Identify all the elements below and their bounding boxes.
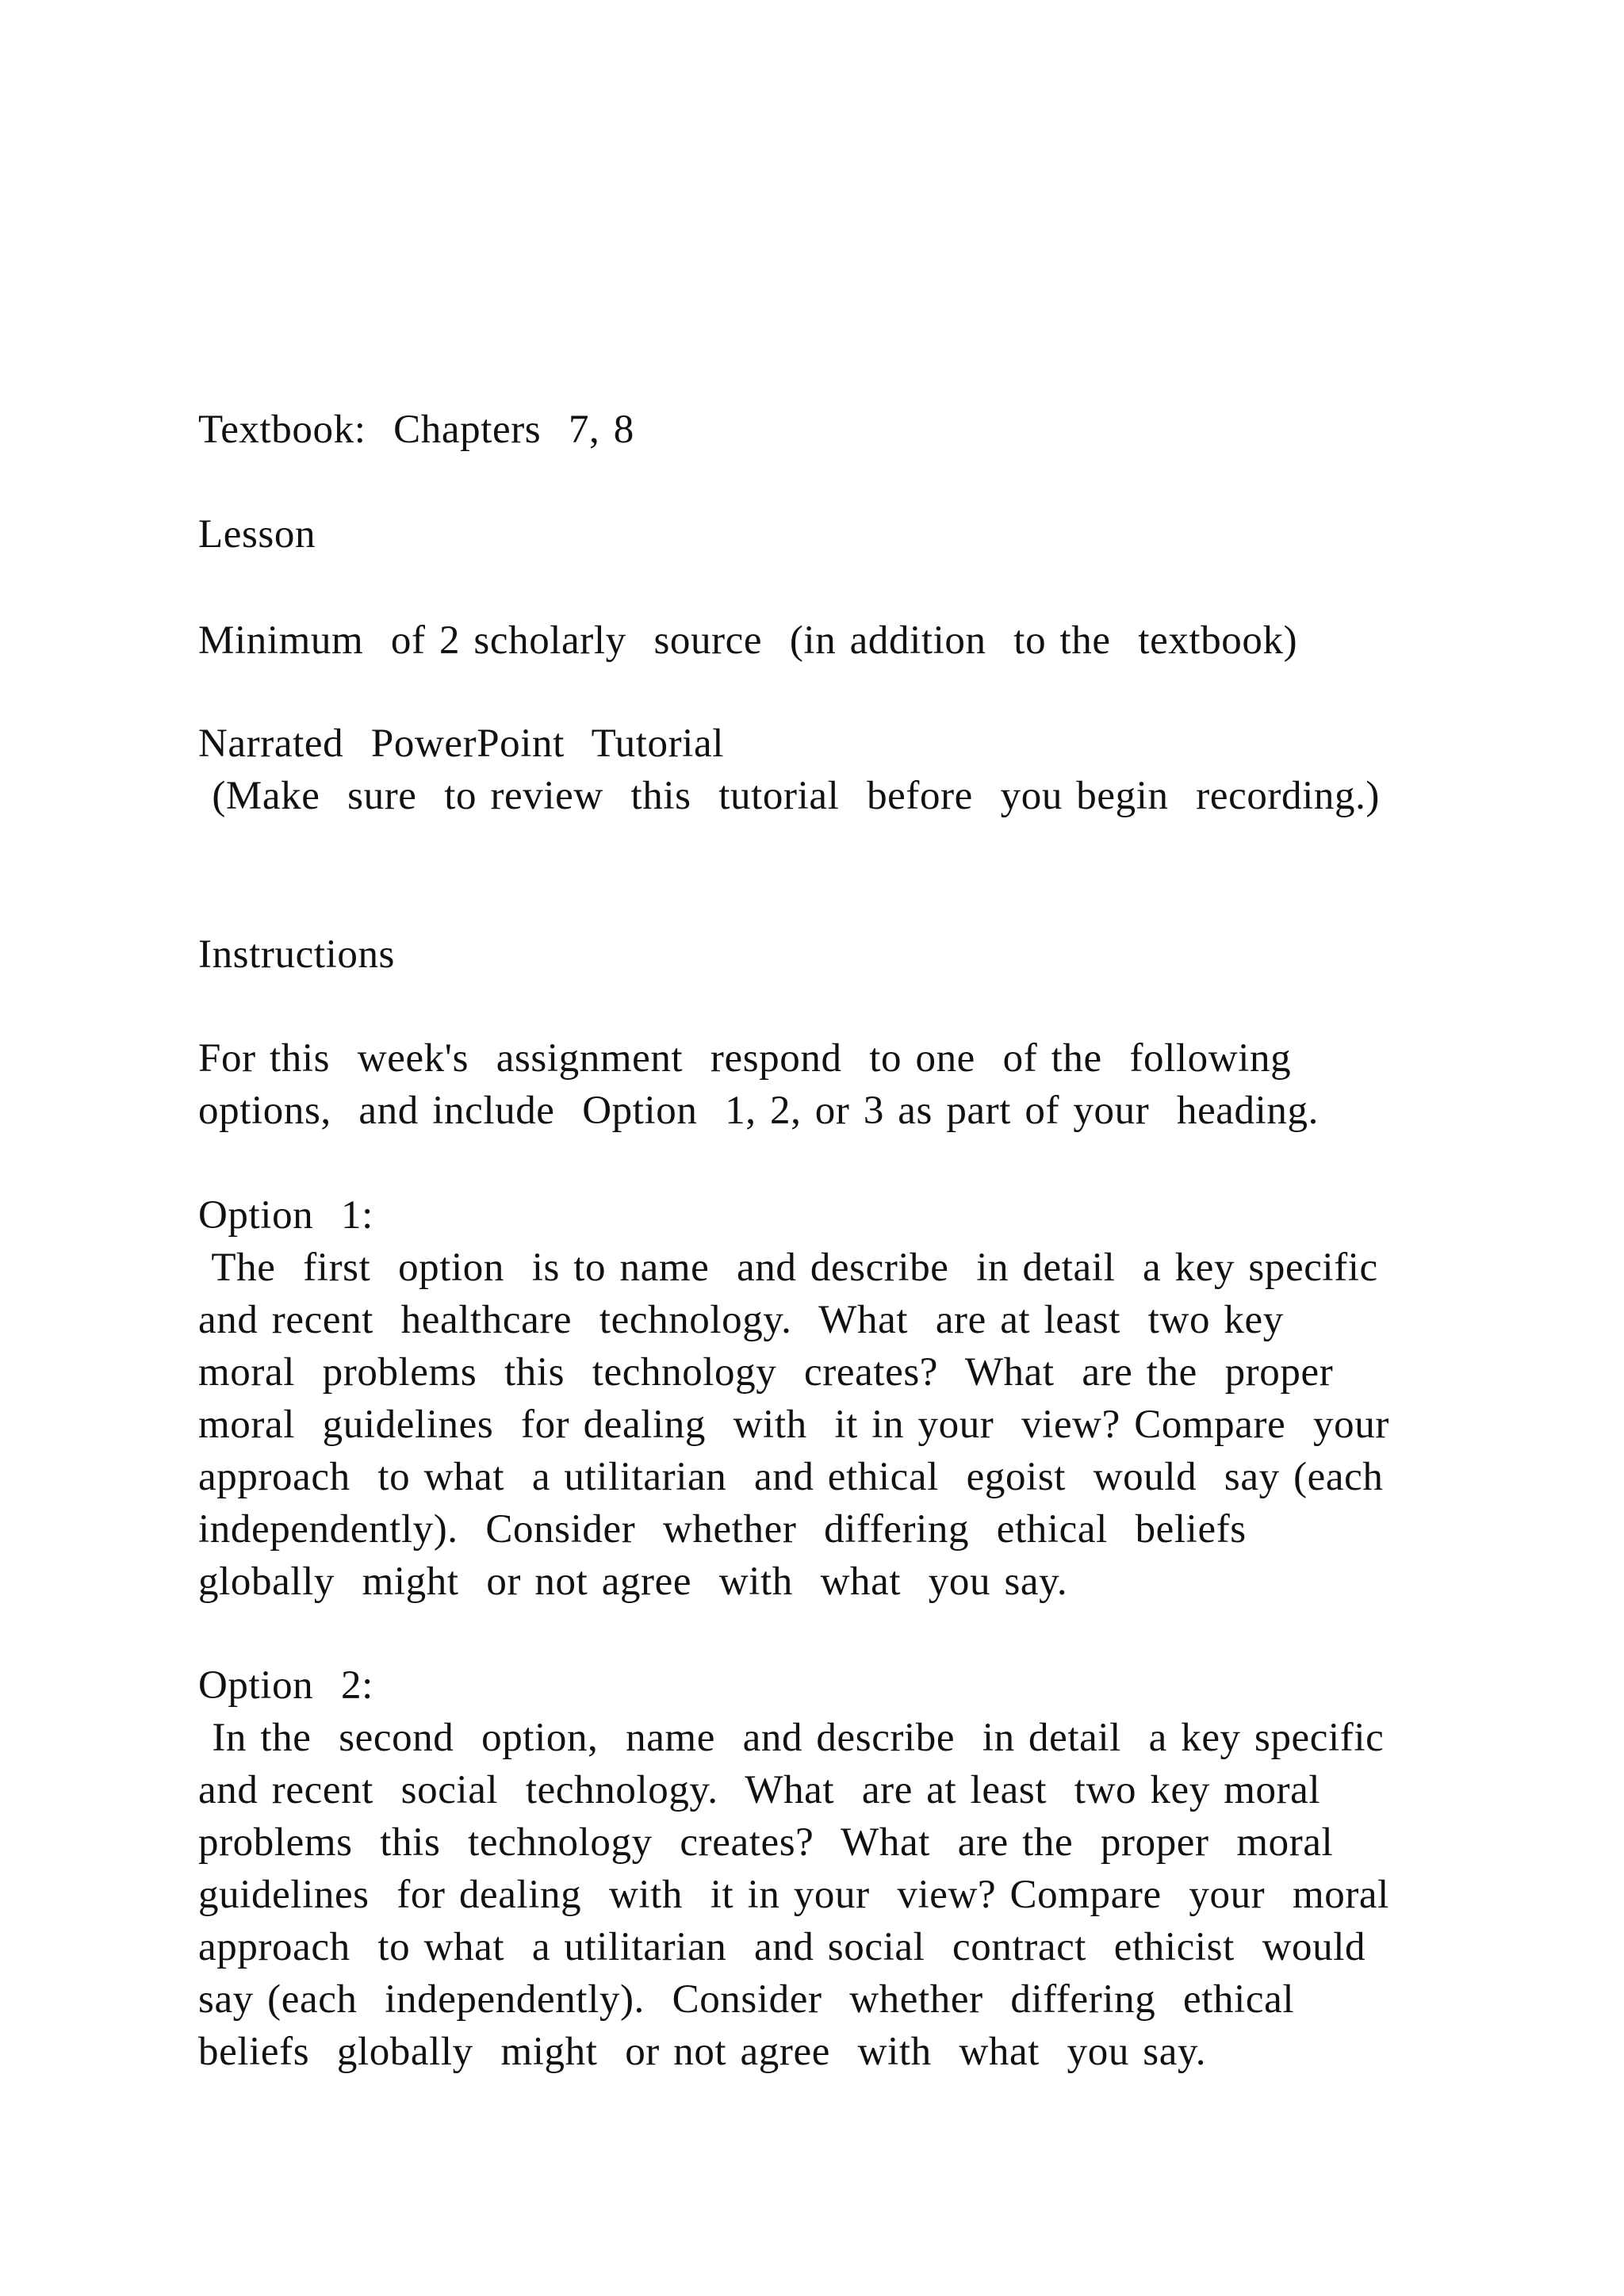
option2-line: guidelines for dealing with it in your view? Compare your moral: [198, 1873, 1389, 1917]
option1-line: and recent healthcare technology. What are at least two key: [198, 1298, 1284, 1342]
option2-line: beliefs globally might or not agree with what you say.: [198, 2030, 1207, 2074]
tutorial-note: (Make sure to review this tutorial before you begin recording.): [198, 774, 1381, 818]
minimum-sources-line: Minimum of 2 scholarly source (in addition to the textbook): [198, 618, 1298, 663]
option1-heading: Option 1:: [198, 1193, 373, 1238]
tutorial-title: Narrated PowerPoint Tutorial: [198, 721, 724, 766]
textbook-line: Textbook: Chapters 7, 8: [198, 408, 634, 452]
option1-line: approach to what a utilitarian and ethical egoist would say (each: [198, 1455, 1384, 1499]
instructions-heading: Instructions: [198, 932, 396, 977]
option2-line: In the second option, name and describe in detail a key specific: [198, 1716, 1385, 1760]
option2-line: approach to what a utilitarian and social contract ethicist would: [198, 1925, 1366, 1969]
option1-line: The first option is to name and describe in detail a key specific: [198, 1246, 1378, 1290]
option2-line: and recent social technology. What are at least two key moral: [198, 1768, 1321, 1812]
option1-line: moral problems this technology creates? What are the proper: [198, 1350, 1334, 1395]
intro-line: For this week's assignment respond to one of the following: [198, 1036, 1292, 1081]
option2-line: problems this technology creates? What are the proper moral: [198, 1820, 1334, 1865]
option1-line: independently). Consider whether differing ethical beliefs: [198, 1507, 1247, 1552]
lesson-line: Lesson: [198, 512, 316, 557]
option2-line: say (each independently). Consider whether differing ethical: [198, 1977, 1295, 2022]
option2-heading: Option 2:: [198, 1663, 373, 1708]
intro-line: options, and include Option 1, 2, or 3 as part of your heading.: [198, 1089, 1319, 1133]
option1-line: moral guidelines for dealing with it in your view? Compare your: [198, 1402, 1389, 1447]
option1-line: globally might or not agree with what you say.: [198, 1559, 1068, 1604]
